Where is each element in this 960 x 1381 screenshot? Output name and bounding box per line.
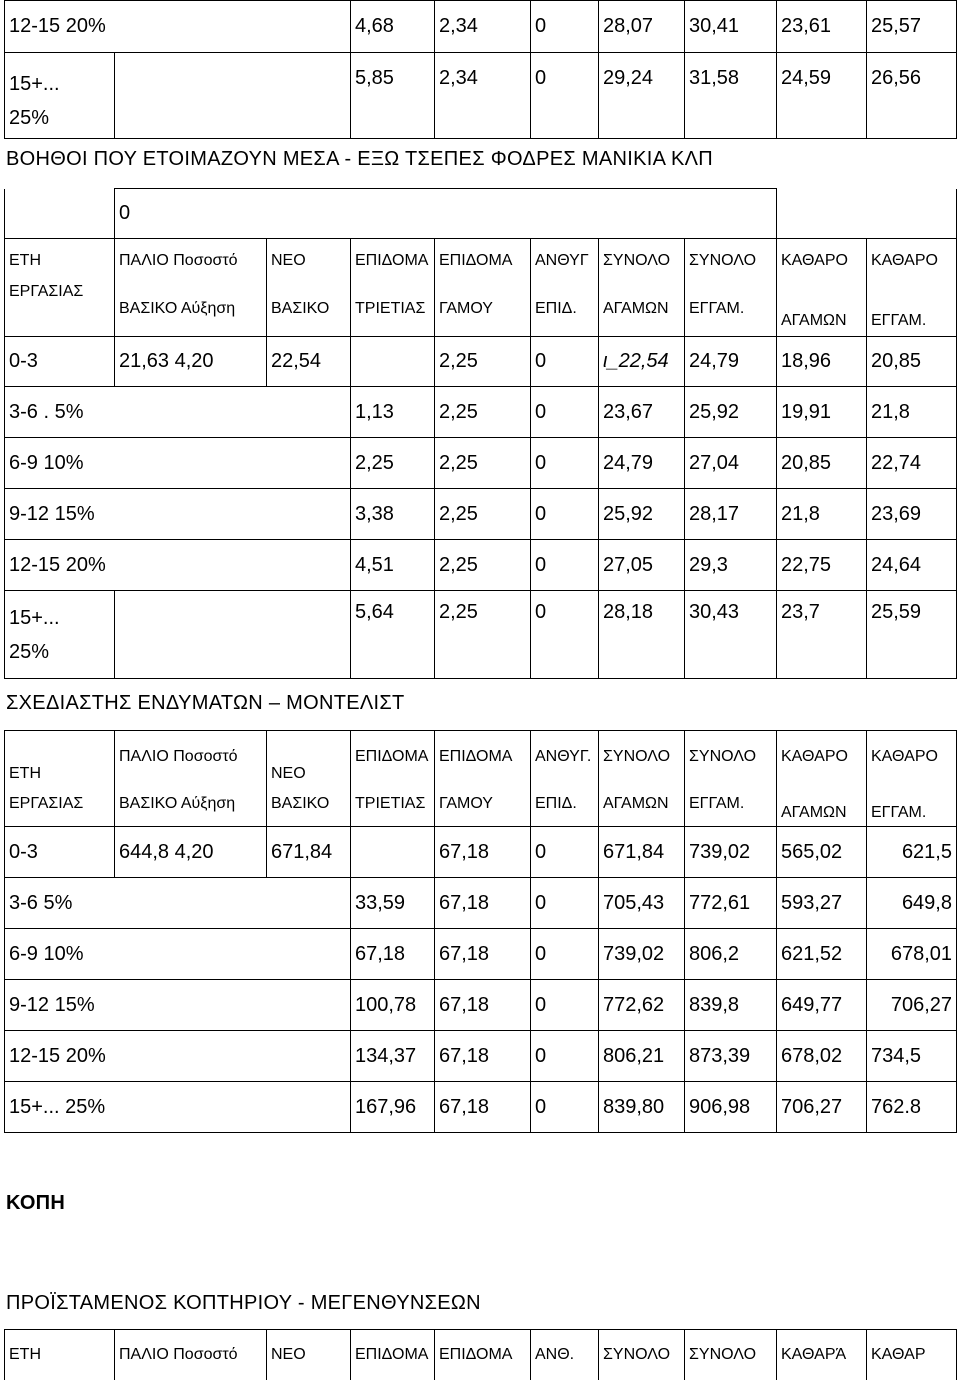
cell: 621,52: [777, 929, 867, 980]
header-cell: ΕΠΙΔΟΜΑ: [435, 239, 531, 283]
cell: 31,58: [685, 53, 777, 139]
cell: 23,67: [599, 387, 685, 438]
cell: 2,25: [435, 438, 531, 489]
cell: 22,74: [867, 438, 957, 489]
header-cell: ΑΓΑΜΩΝ: [777, 783, 867, 827]
cell: 0: [531, 827, 599, 878]
header-row: [5, 239, 957, 283]
section-title: ΣΧΕΔΙΑΣΤΗΣ ΕΝΔΥΜΑΤΩΝ – ΜΟΝΤΕΛΙΣΤ: [6, 692, 405, 714]
cell: 67,18: [351, 929, 435, 980]
cell: 2,25: [435, 540, 531, 591]
cell: 3-6 5%: [5, 878, 351, 929]
cell: [351, 827, 435, 878]
cell: 27,05: [599, 540, 685, 591]
header-cell: ΑΓΑΜΩΝ: [599, 783, 685, 827]
cell: 12-15 20%: [5, 1, 351, 53]
cell: 21,8: [777, 489, 867, 540]
cell: 15+... 25%: [5, 1082, 351, 1133]
cell: 5,85: [351, 53, 435, 139]
cell: 28,07: [599, 1, 685, 53]
cell: 0: [531, 878, 599, 929]
header-cell: ΕΠΙΔ.: [531, 783, 599, 827]
cell: 0: [531, 53, 599, 139]
header-cell: ΑΝΘΥΓ: [531, 239, 599, 283]
cell: 12-15 20%: [5, 1031, 351, 1082]
table-row: [5, 1, 957, 53]
cell: 806,2: [685, 929, 777, 980]
cell: 678,02: [777, 1031, 867, 1082]
cell: 24,59: [777, 53, 867, 139]
cell: 100,78: [351, 980, 435, 1031]
cell: 2,25: [435, 489, 531, 540]
cell: 671,84: [267, 827, 351, 878]
header-cell: ΤΡΙΕΤΙΑΣ: [351, 783, 435, 827]
cell: 2,25: [435, 387, 531, 438]
cell: 4,68: [351, 1, 435, 53]
header-cell: ΕΠΙΔ.: [531, 283, 599, 337]
cell: [115, 591, 351, 679]
cell: 20,85: [777, 438, 867, 489]
header-cell: ΣΥΝΟΛΟ: [685, 239, 777, 283]
cell: 1,13: [351, 387, 435, 438]
header-cell: ΕΠΙΔΟΜΑ: [351, 1330, 435, 1380]
header-row: [5, 731, 957, 783]
cell: 2,34: [435, 53, 531, 139]
table-row: [5, 387, 957, 438]
row-label: 15+...: [9, 73, 60, 95]
cell: 0: [531, 489, 599, 540]
cell: 0: [531, 591, 599, 679]
cell: 772,62: [599, 980, 685, 1031]
table-row: [5, 53, 957, 139]
cell: [777, 189, 957, 239]
header-row: [5, 1330, 957, 1380]
cell: 0: [531, 980, 599, 1031]
header-cell: ΒΑΣΙΚΟ: [267, 783, 351, 827]
cell: [5, 591, 115, 679]
header-cell: ΕΡΓΑΣΙΑΣ: [5, 783, 115, 827]
table-row: [5, 878, 957, 929]
cell: 806,21: [599, 1031, 685, 1082]
header-cell: ΕΠΙΔΟΜΑ: [351, 239, 435, 283]
header-cell: ΚΑΘΑΡΟ: [777, 731, 867, 783]
header-cell: ΚΑΘΑΡΟ: [867, 239, 957, 283]
header-cell: ΚΑΘΑΡΟ: [777, 239, 867, 283]
cell: 762.8: [867, 1082, 957, 1133]
header-cell: ΝΕΟ: [267, 1330, 351, 1380]
header-cell: ΒΑΣΙΚΟ Αύξηση: [115, 783, 267, 827]
header-cell: ΓΑΜΟΥ: [435, 783, 531, 827]
cell: 28,18: [599, 591, 685, 679]
table-section4: [4, 1329, 957, 1380]
row-label-extra: 25%: [9, 107, 50, 129]
header-cell: ΒΑΣΙΚΟ: [267, 283, 351, 337]
cell: 24,79: [685, 337, 777, 387]
header-cell: ΑΝΘ.: [531, 1330, 599, 1380]
table-row: [5, 929, 957, 980]
cell: 621,5: [867, 827, 957, 878]
header-cell: ΑΝΘΥΓ.: [531, 731, 599, 783]
cell: [115, 53, 351, 139]
header-cell: ΕΤΗ: [5, 731, 115, 783]
header-cell: ΕΡΓΑΣΙΑΣ: [5, 283, 115, 337]
cell: 3,38: [351, 489, 435, 540]
cell: 33,59: [351, 878, 435, 929]
cell: 9-12 15%: [5, 980, 351, 1031]
header-cell: ΚΑΘΑΡΆ: [777, 1330, 867, 1380]
header-cell: ΕΠΙΔΟΜΑ: [435, 731, 531, 783]
table-row: [5, 1082, 957, 1133]
cell: 134,37: [351, 1031, 435, 1082]
header-cell: ΣΥΝΟΛΟ: [685, 731, 777, 783]
header-row: [5, 283, 957, 337]
cell: 6-9 10%: [5, 438, 351, 489]
header-cell: ΕΤΗ: [5, 239, 115, 283]
cell: 739,02: [599, 929, 685, 980]
header-cell: ΕΓΓΑΜ.: [685, 283, 777, 337]
cell: 29,24: [599, 53, 685, 139]
cell: 67,18: [435, 980, 531, 1031]
cell: [351, 337, 435, 387]
cell: 0: [531, 438, 599, 489]
cell: 67,18: [435, 1031, 531, 1082]
cell: 0-3: [5, 337, 115, 387]
header-cell: ΚΑΘΑΡΟ: [867, 731, 957, 783]
cell: 649,77: [777, 980, 867, 1031]
header-cell: ΠΑΛΙΟ Ποσοστό: [115, 1330, 267, 1380]
table-row: [5, 540, 957, 591]
cell: 671,84: [599, 827, 685, 878]
cell: 0: [531, 337, 599, 387]
cell: 4,51: [351, 540, 435, 591]
header-cell: ΕΓΓΑΜ.: [867, 783, 957, 827]
table-top: [4, 0, 957, 139]
cell: 2,34: [435, 1, 531, 53]
cell: 706,27: [867, 980, 957, 1031]
cell: 23,69: [867, 489, 957, 540]
section-title: ΠΡΟΪΣΤΑΜΕΝΟΣ ΚΟΠΤΗΡΙΟΥ - ΜΕΓΕΝΘΥΝΣΕΩΝ: [6, 1292, 481, 1314]
cell: 2,25: [435, 337, 531, 387]
cell: 649,8: [867, 878, 957, 929]
cell: 705,43: [599, 878, 685, 929]
cell: 24,64: [867, 540, 957, 591]
cell: 5,64: [351, 591, 435, 679]
header-cell: ΑΓΑΜΩΝ: [599, 283, 685, 337]
row-label-extra: 25%: [9, 641, 50, 663]
cell: 0: [531, 1031, 599, 1082]
cell: 0: [531, 387, 599, 438]
header-cell: ΕΠΙΔΟΜΑ: [351, 731, 435, 783]
cell: 6-9 10%: [5, 929, 351, 980]
cell: 772,61: [685, 878, 777, 929]
cell: 593,27: [777, 878, 867, 929]
cell: 29,3: [685, 540, 777, 591]
cell: ι_22,54: [599, 337, 685, 387]
cell: 67,18: [435, 878, 531, 929]
cell: 22,75: [777, 540, 867, 591]
cell: 30,41: [685, 1, 777, 53]
header-cell: ΣΥΝΟΛΟ: [599, 731, 685, 783]
cell: 21,8: [867, 387, 957, 438]
cell: 12-15 20%: [5, 540, 351, 591]
cell: 27,04: [685, 438, 777, 489]
cell: 67,18: [435, 827, 531, 878]
cell: 19,91: [777, 387, 867, 438]
cell: 25,57: [867, 1, 957, 53]
cell: [5, 53, 115, 139]
header-cell: ΓΑΜΟΥ: [435, 283, 531, 337]
cell: 0: [531, 540, 599, 591]
header-cell: ΠΑΛΙΟ Ποσοστό: [115, 731, 267, 783]
table-row: [5, 489, 957, 540]
header-cell: ΕΓΓΑΜ.: [685, 783, 777, 827]
header-cell: ΕΓΓΑΜ.: [867, 283, 957, 337]
cell: 3-6 . 5%: [5, 387, 351, 438]
cell: 906,98: [685, 1082, 777, 1133]
cell: 20,85: [867, 337, 957, 387]
cell: 30,43: [685, 591, 777, 679]
cell: 25,92: [685, 387, 777, 438]
table-section2: [4, 730, 957, 1133]
table-row: [5, 827, 957, 878]
table-row: [5, 337, 957, 387]
table-row: [5, 1031, 957, 1082]
cell: 839,80: [599, 1082, 685, 1133]
cell: 25,59: [867, 591, 957, 679]
section-title: ΚΟΠΗ: [6, 1192, 66, 1214]
cell: [5, 189, 115, 239]
header-cell: ΣΥΝΟΛΟ: [599, 239, 685, 283]
cell: 2,25: [435, 591, 531, 679]
row-label: 15+...: [9, 607, 60, 629]
cell: 0: [531, 1, 599, 53]
cell: 25,92: [599, 489, 685, 540]
header-cell: ΝΕΟ: [267, 731, 351, 783]
cell: 9-12 15%: [5, 489, 351, 540]
cell: 2,25: [351, 438, 435, 489]
cell: 0: [115, 189, 777, 239]
cell: 734,5: [867, 1031, 957, 1082]
cell: 22,54: [267, 337, 351, 387]
header-row: [5, 783, 957, 827]
header-cell: ΕΠΙΔΟΜΑ: [435, 1330, 531, 1380]
header-cell: ΣΥΝΟΛΟ: [599, 1330, 685, 1380]
cell: 18,96: [777, 337, 867, 387]
table-row: [5, 189, 957, 239]
cell: 565,02: [777, 827, 867, 878]
cell: 839,8: [685, 980, 777, 1031]
header-cell: ΝΕΟ: [267, 239, 351, 283]
table-row: [5, 438, 957, 489]
cell: 21,63 4,20: [115, 337, 267, 387]
table-row: [5, 591, 957, 679]
header-cell: ΚΑΘΑΡ: [867, 1330, 957, 1380]
header-cell: ΒΑΣΙΚΟ Αύξηση: [115, 283, 267, 337]
header-cell: ΕΤΗ: [5, 1330, 115, 1380]
cell: 0-3: [5, 827, 115, 878]
cell: 28,17: [685, 489, 777, 540]
table-row: [5, 980, 957, 1031]
cell: 678,01: [867, 929, 957, 980]
cell: 706,27: [777, 1082, 867, 1133]
cell: 23,61: [777, 1, 867, 53]
cell: 739,02: [685, 827, 777, 878]
table-section1: [4, 188, 957, 679]
section-title: ΒΟΗΘΟΙ ΠΟΥ ΕΤΟΙΜΑΖΟΥΝ ΜΕΣΑ - ΕΞΩ ΤΣΕΠΕΣ ΦΟΔΡΕΣ ΜΑΝΙΚΙΑ ΚΛΠ: [6, 148, 713, 170]
cell: 67,18: [435, 1082, 531, 1133]
cell: 0: [531, 929, 599, 980]
cell: 644,8 4,20: [115, 827, 267, 878]
cell: 0: [531, 1082, 599, 1133]
header-cell: ΣΥΝΟΛΟ: [685, 1330, 777, 1380]
cell: 167,96: [351, 1082, 435, 1133]
header-cell: ΑΓΑΜΩΝ: [777, 283, 867, 337]
header-cell: ΤΡΙΕΤΙΑΣ: [351, 283, 435, 337]
header-cell: ΠΑΛΙΟ Ποσοστό: [115, 239, 267, 283]
cell: 26,56: [867, 53, 957, 139]
cell: 67,18: [435, 929, 531, 980]
cell: 24,79: [599, 438, 685, 489]
cell: 873,39: [685, 1031, 777, 1082]
cell: 23,7: [777, 591, 867, 679]
